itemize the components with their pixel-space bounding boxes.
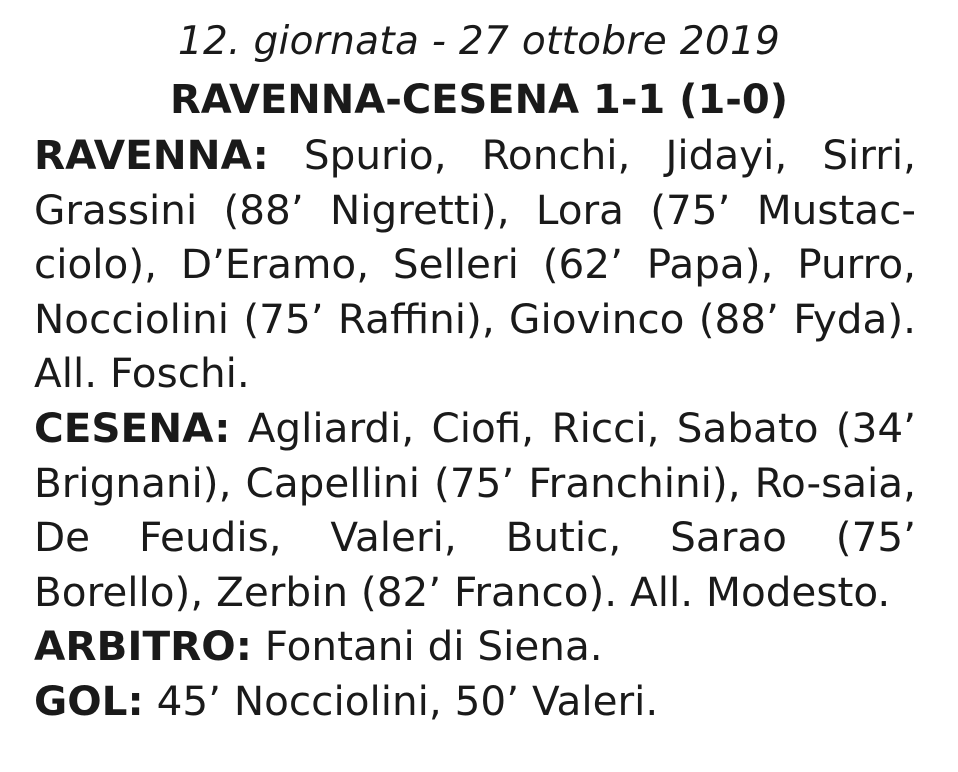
home-lineup <box>34 128 916 401</box>
away-team-label: CESENA: <box>34 403 231 452</box>
home-lineup-text: Spurio, Ronchi, Jidayi, Sirri, Grassini (88’ Nigretti), Lora (75’ Mustac-ciolo), D’Eramo, Selleri (62’ Papa), Purro, Nocciolini (75’ Raffini), Giovinco (88’ Fyda). All. Foschi. <box>34 131 916 398</box>
goals-line <box>34 674 916 729</box>
home-team-label: RAVENNA: <box>34 131 269 179</box>
away-lineup-text: Agliardi, Ciofi, Ricci, Sabato (34’ Brignani), Capellini (75’ Franchini), Ro-saia, De Feudis, Valeri, Butic, Sarao (75’ Borello), Zerbin (82’ Franco). All. Modesto. <box>34 403 916 616</box>
match-result-heading: RAVENNA-CESENA 1-1 (1-0) <box>169 77 789 123</box>
goals-label: GOL: <box>34 676 144 725</box>
match-report-body <box>34 128 916 729</box>
away-lineup <box>34 401 916 619</box>
referee-label: ARBITRO: <box>34 622 252 671</box>
referee-text: Fontani di Siena. <box>264 622 603 671</box>
goals-text: 45’ Nocciolini, 50’ Valeri. <box>156 676 659 725</box>
round-date-heading: 12. giornata - 27 ottobre 2019 <box>177 19 781 64</box>
referee-line <box>34 619 916 674</box>
